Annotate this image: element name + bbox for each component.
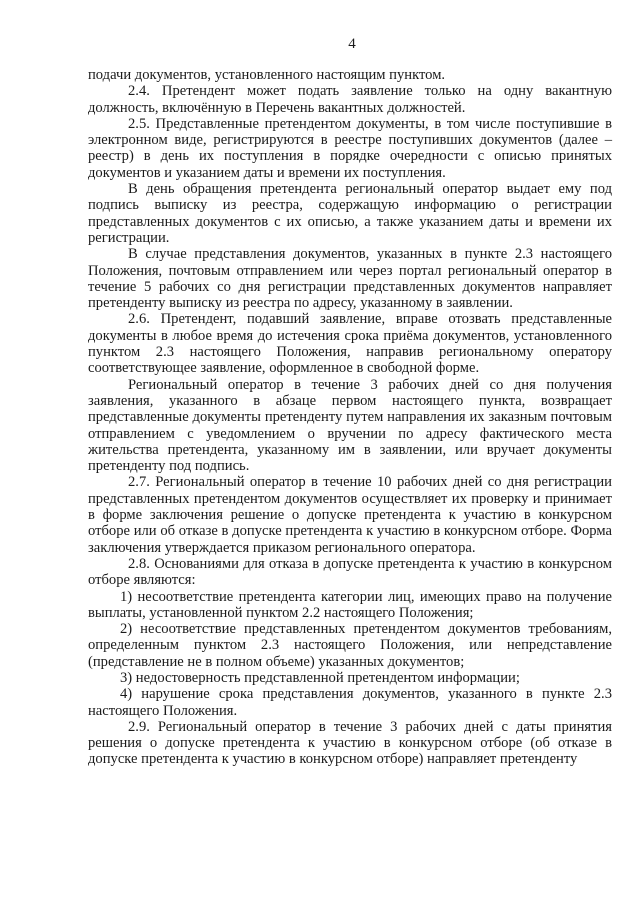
list-item-2-8-1: 1) несоответствие претендента категории лиц, имеющих право на получение выплаты, установленной пунктом 2.2 настоящего Положения; — [88, 588, 612, 621]
paragraph-2-5-postal: В случае представления документов, указанных в пункте 2.3 настоящего Положения, почтовым отправлением или через портал региональный оператор в течение 5 рабочих со дня регистрации представленных документов направляет претенденту выписку из реестра по адресу, указанному в заявлении. — [88, 246, 612, 312]
paragraph-2-5: 2.5. Представленные претендентом документы, в том числе поступившие в электронном виде, регистрируются в реестре поступивших документов (далее – реестр) в день их поступления в порядке очередности с описью принятых документов и указанием даты и времени их поступления. — [88, 115, 612, 181]
paragraph-2-6: 2.6. Претендент, подавший заявление, вправе отозвать представленные документы в любое время до истечения срока приёма документов, установленного пунктом 2.3 настоящего Положения, направив региональному оператору соответствующее заявление, оформленное в свободной форме. — [88, 311, 612, 377]
list-item-2-8-2: 2) несоответствие представленных претендентом документов требованиям, определенным пунктом 2.3 настоящего Положения, или непредставление (представление не в полном объеме) указанных документов; — [88, 621, 612, 670]
paragraph-2-5-extract: В день обращения претендента региональный оператор выдает ему под подпись выписку из реестра, содержащую информацию о регистрации представленных документов с их описью, а также указанием даты и времени их регистрации. — [88, 181, 612, 246]
list-item-2-8-4: 4) нарушение срока представления документов, указанного в пункте 2.3 настоящего Положения. — [88, 686, 612, 719]
list-item-2-8-3: 3) недостоверность представленной претендентом информации; — [120, 669, 520, 686]
document-body — [88, 67, 612, 768]
paragraph-2-4: 2.4. Претендент может подать заявление только на одну вакантную должность, включённую в Перечень вакантных должностей. — [88, 83, 612, 116]
paragraph-2-9: 2.9. Региональный оператор в течение 3 рабочих дней с даты принятия решения о допуске претендента к участию в конкурсном отборе (об отказе в допуске претендента к участию в конкурсном отборе) направляет претенденту — [88, 718, 612, 768]
paragraph-2-7: 2.7. Региональный оператор в течение 10 рабочих дней со дня регистрации представленных претендентом документов осуществляет их проверку и принимает в форме заключения решение о допуске претендента к участию в конкурсном отборе или об отказе в допуске претендента к участию в конкурсном отборе. Форма заключения утверждается приказом регионального оператора. — [88, 474, 612, 556]
page-number: 4 — [348, 36, 356, 52]
paragraph-continuation: подачи документов, установленного настоящим пунктом. — [88, 67, 446, 83]
paragraph-2-6-return: Региональный оператор в течение 3 рабочих дней со дня получения заявления, указанного в абзаце первом настоящего пункта, возвращает представленные документы претенденту путем направления их заказным почтовым отправлением с уведомлением о вручении по адресу фактического места жительства претендента, указанному им в заявлении, или вручает документы претенденту под подпись. — [88, 376, 612, 475]
paragraph-2-8: 2.8. Основаниями для отказа в допуске претендента к участию в конкурсном отборе являются: — [88, 555, 612, 589]
